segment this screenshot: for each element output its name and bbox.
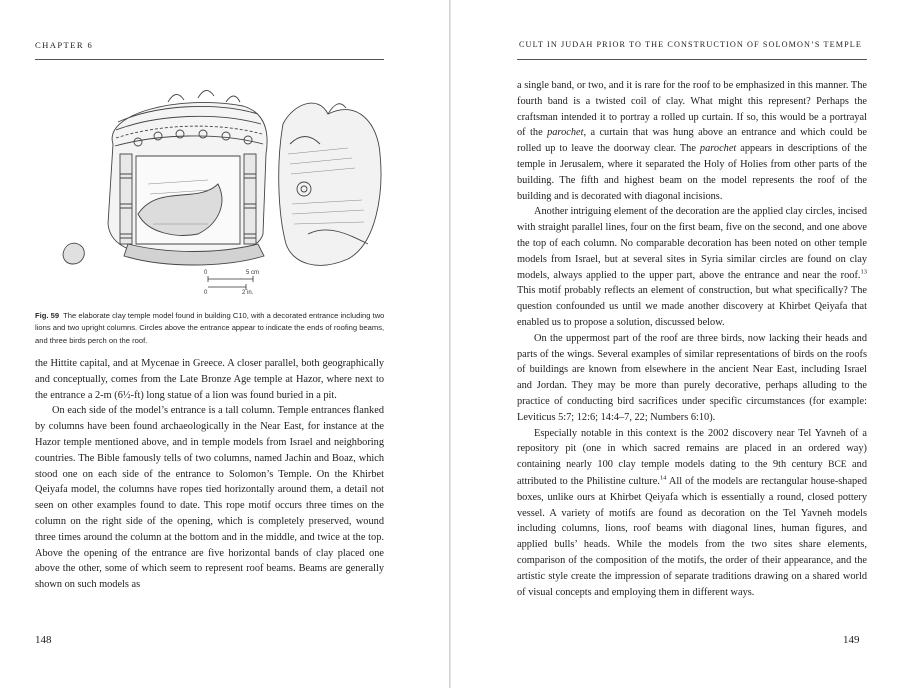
footnote-marker: 13 bbox=[860, 268, 867, 276]
running-head-right: CULT IN JUDAH PRIOR TO THE CONSTRUCTION OF SOLOMON’S TEMPLE bbox=[519, 40, 862, 49]
right-page bbox=[451, 0, 900, 688]
scale-zero-bottom: 0 bbox=[204, 290, 208, 294]
text-run: Another intriguing element of the decoration are the applied clay circles, incised with straight parallel lines, four on the first beam, five on the second, and one above the top of each column. No comparable decoration has been noted on other temple models from Israel, but at several sites in Syria similar circles are found on clay models, always applied to the upper part, above the entrance and near the roof. bbox=[517, 206, 867, 281]
temple-model-figure bbox=[58, 84, 388, 294]
caption-text: The elaborate clay temple model found in building C10, with a decorated entrance including two lions and two upright columns. Circles above the entrance appear to indicate the ends of roofing beams, and three birds perch on the roof. bbox=[35, 311, 385, 345]
text-run: appears in descriptions of the temple in Jerusalem, where it separated the Holy of Holies from other parts of the building. The fifth and highest beam on the model represents the roof of the building and is decorated with diagonal incisions. bbox=[517, 143, 867, 202]
text-run: and attributed to the Philistine culture. bbox=[517, 459, 867, 487]
text-run: Especially notable in this context is the 2002 discovery near Tel Yavneh of a repository pit (one in which sacred remains are placed in an ordered way) containing nearly 100 clay temple models dating to the 9th century bbox=[517, 427, 867, 471]
header-rule-left bbox=[35, 59, 384, 60]
small-caps-era: BCE bbox=[828, 460, 847, 471]
italic-term: parochet bbox=[699, 143, 737, 155]
paragraph bbox=[517, 426, 867, 601]
page-number-left: 148 bbox=[35, 634, 52, 646]
figure-caption bbox=[35, 310, 385, 347]
paragraph bbox=[517, 204, 867, 330]
paragraph: the Hittite capital, and at Mycenae in Greece. A closer parallel, both geographically and conceptually, comes from the Late Bronze Age temple at Hazor, where next to the entrance a 2-m (6½-ft) long statue of a lion was found buried in a pit. bbox=[35, 358, 384, 401]
page-number-right: 149 bbox=[843, 634, 860, 646]
text-run: a single band, or two, and it is rare for the roof to be emphasized in this manner. The fourth band is a twisted coil of clay. What might this represent? Perhaps the craftsman intended it to portray a rolled up curtain. If so, this would be a portrayal of the bbox=[517, 80, 867, 139]
running-head-left: CHAPTER 6 bbox=[35, 40, 94, 50]
scale-metric-label: 5 cm bbox=[246, 270, 260, 276]
paragraph bbox=[517, 78, 867, 204]
left-body-text bbox=[35, 356, 384, 593]
text-run: All of the models are rectangular house-shaped boxes, unlike ours at Khirbet Qeiyafa which is essentially a round, closed pottery vessel. A variety of motifs are found as decoration on the Tel Yavneh models including columns, lions, roof beams with diagonal lines, human figures, and applied bulls’ heads. While the models from the two sites share elements, comparison of the composition of the motifs, the order of their appearance, and the artistic style create the impression of separate traditions drawing on a shared world of visual concepts and employing them in different ways. bbox=[517, 475, 867, 598]
text-run: This motif probably reflects an element of construction, but what specifically? The question confounded us until we made another discovery at Khirbet Qeiyafa that enabled us to propose a solution, discussed below. bbox=[517, 285, 867, 328]
paragraph: On the uppermost part of the roof are three birds, now lacking their heads and parts of the wings. Several examples of similar representations of birds on the roofs of buildings are known from elsewhere in the ancient Near East, including Israel and Jordan. They may be more than purely decorative, perhaps alluding to the practice of conducting bird sacrifices under specific circumstances (for example: Leviticus 5:7; 12:6; 14:4–7, 22; Numbers 6:10). bbox=[517, 332, 867, 423]
caption-label: Fig. 59 bbox=[35, 311, 60, 320]
scale-zero-top: 0 bbox=[204, 270, 208, 276]
paragraph: On each side of the model’s entrance is a tall column. Temple entrances flanked by columns have been found archaeologically in the Near East, for instance at the Hazor temple mentioned above, and in temple models from Israel and neighboring countries. The Bible famously tells of two columns, named Jachin and Boaz, which stood one on each side of the entrance to Solomon’s Temple. On the Khirbet Qeiyafa model, the columns have ropes tied horizontally around them, a detail not seen on other examples found to date. This rope motif occurs three times on the column on the right side of the opening, which is completely preserved, wound three times around the column at the bottom and in the middle, and twice at the top. Above the opening of the entrance are five horizontal bands of clay placed one above the other, some of which seem to represent roof beams. Beams are generally shown on such models as bbox=[35, 405, 384, 591]
temple-model-drawing bbox=[58, 84, 388, 294]
italic-term: parochet bbox=[547, 127, 584, 139]
right-body-text bbox=[517, 78, 867, 600]
scale-imperial-label: 2 in. bbox=[242, 290, 254, 294]
text-run: , a curtain that was hung above an entrance and which could be rolled up to leave the doorway clear. The bbox=[517, 127, 867, 155]
left-page bbox=[0, 0, 449, 688]
footnote-marker: 14 bbox=[659, 474, 667, 482]
header-rule-right bbox=[517, 59, 867, 60]
